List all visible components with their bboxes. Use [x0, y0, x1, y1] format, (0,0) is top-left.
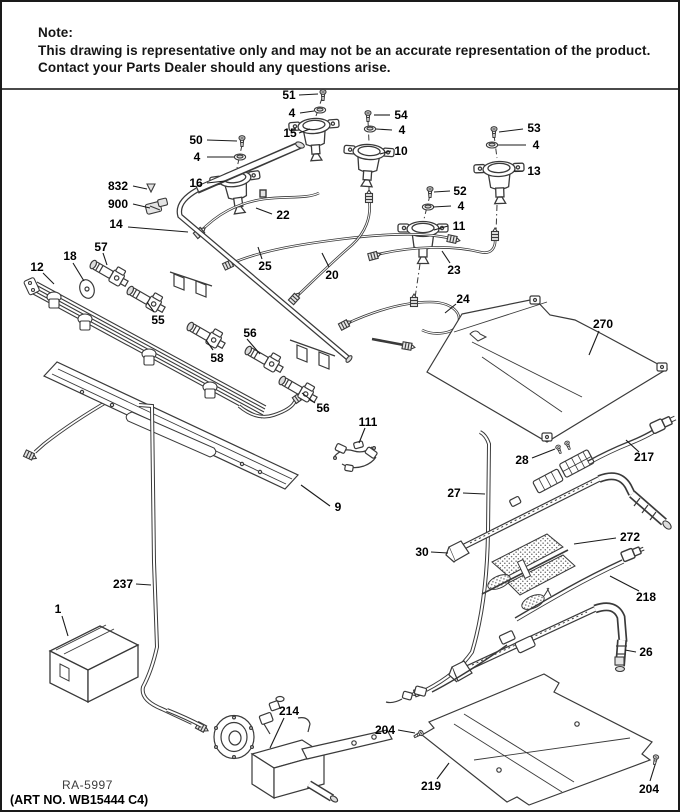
callout-14: 14 [109, 217, 123, 231]
callout-111: 111 [358, 415, 378, 429]
callout-53: 53 [527, 121, 541, 135]
callout-237: 237 [112, 577, 134, 591]
callout-15: 15 [283, 126, 297, 140]
gas-tube-237 [139, 405, 210, 734]
art-number: (ART NO. WB15444 C4) [10, 793, 149, 807]
spark-disc-18 [77, 278, 96, 300]
callout-204-b: 204 [638, 782, 660, 796]
callout-18: 18 [63, 249, 77, 263]
callout-4-b: 4 [398, 123, 406, 137]
callout-219: 219 [420, 779, 442, 793]
callout-12: 12 [30, 260, 44, 274]
callout-16: 16 [189, 176, 203, 190]
heat-shield-272 [482, 534, 575, 613]
callout-27: 27 [447, 486, 461, 500]
callout-217: 217 [633, 450, 655, 464]
callout-28: 28 [515, 453, 529, 467]
callout-52: 52 [453, 184, 467, 198]
callout-204-a: 204 [374, 723, 396, 737]
callout-24: 24 [456, 292, 470, 306]
callout-832: 832 [107, 179, 129, 193]
rear-panel-270 [427, 296, 667, 442]
callout-50: 50 [189, 133, 203, 147]
callout-56-a: 56 [243, 326, 257, 340]
callout-23: 23 [447, 263, 461, 277]
manifold-panel-9 [44, 362, 298, 489]
callout-4-c: 4 [532, 138, 540, 152]
note-title: Note: [38, 25, 73, 40]
gas-tube-27 [410, 432, 489, 698]
callout-56-b: 56 [316, 401, 330, 415]
callout-4-e: 4 [457, 199, 465, 213]
callout-9: 9 [334, 500, 342, 514]
callout-58: 58 [210, 351, 224, 365]
exploded-diagram-art [2, 2, 680, 812]
callout-22: 22 [276, 208, 290, 222]
bottom-panel-219 [422, 674, 652, 805]
callout-4-d: 4 [193, 150, 201, 164]
callout-11: 11 [452, 219, 466, 233]
callout-55: 55 [151, 313, 165, 327]
note-line-1: This drawing is representative only and may not be an accurate representation of the product. [38, 42, 651, 58]
callout-900: 900 [107, 197, 129, 211]
callout-10: 10 [394, 144, 408, 158]
callout-214: 214 [278, 704, 300, 718]
wire-harness-217 [588, 413, 678, 464]
wire-harness-111 [334, 441, 378, 472]
callout-13: 13 [527, 164, 541, 178]
callout-4-a: 4 [288, 106, 296, 120]
packaging-box-1 [50, 625, 138, 702]
oven-burner-lower [386, 607, 627, 703]
note-line-2: Contact your Parts Dealer should any questions arise. [38, 60, 391, 75]
callout-51: 51 [282, 88, 296, 102]
callout-218: 218 [635, 590, 657, 604]
callout-57: 57 [94, 240, 108, 254]
callout-54: 54 [394, 108, 408, 122]
callout-25: 25 [258, 259, 272, 273]
callout-272: 272 [619, 530, 641, 544]
drawing-number: RA-5997 [62, 778, 113, 792]
callout-30: 30 [415, 545, 429, 559]
callout-270: 270 [592, 317, 614, 331]
callout-1: 1 [54, 602, 62, 616]
callout-20: 20 [325, 268, 339, 282]
callout-26: 26 [639, 645, 653, 659]
